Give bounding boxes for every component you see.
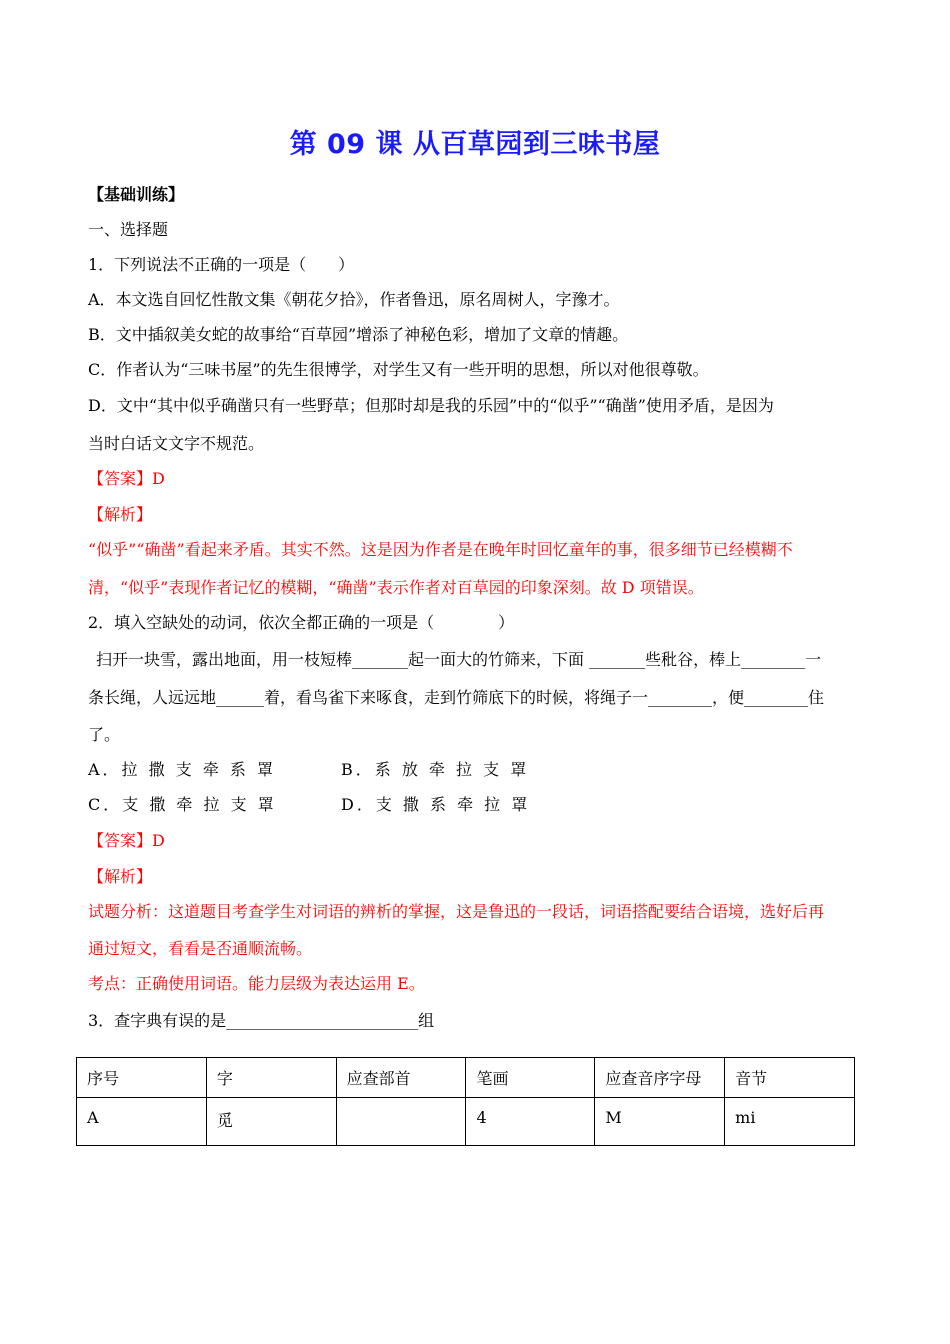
table-header-cell: 笔画	[466, 1058, 595, 1098]
q2-passage-line1: 扫开一块雪，露出地面，用一枝短棒_______起一面大的竹筛来，下面 _______些秕谷，棒上________一	[96, 650, 822, 669]
q1-analysis-line1: “似乎”“确凿”看起来矛盾。其实不然。这是因为作者是在晚年时回忆童年的事，很多细节已经模糊不	[88, 540, 793, 559]
q1-analysis-line2: 清，“似乎”表现作者记忆的模糊，“确凿”表示作者对百草园的印象深刻。故 D 项错误。	[88, 578, 704, 597]
q2-option-a: A．拉 撒 支 牵 系 罩	[88, 760, 276, 779]
table-row	[77, 1098, 855, 1146]
q2-kaodian: 考点：正确使用词语。能力层级为表达运用 E。	[88, 974, 425, 993]
q2-analysis-label: 【解析】	[88, 867, 153, 886]
table-cell: M	[595, 1098, 725, 1146]
q2-answer: 【答案】D	[88, 831, 165, 850]
q2-option-d: D．支 撒 系 牵 拉 罩	[341, 795, 531, 814]
table-header-cell: 音节	[725, 1058, 855, 1098]
q1-stem: 1．下列说法不正确的一项是（ ）	[88, 255, 355, 274]
q2-stem: 2．填入空缺处的动词，依次全都正确的一项是（ ）	[88, 613, 515, 632]
q1-option-c: C．作者认为“三味书屋”的先生很博学，对学生又有一些开明的思想，所以对他很尊敬。	[88, 360, 709, 379]
q2-analysis-line1: 试题分析：这道题目考查学生对词语的辨析的掌握，这是鲁迅的一段话，词语搭配要结合语境，选好后再	[88, 902, 825, 921]
table-header-row	[77, 1058, 855, 1098]
table-cell	[336, 1098, 466, 1146]
dictionary-table	[76, 1057, 855, 1146]
q2-option-b: B．系 放 牵 拉 支 罩	[341, 760, 530, 779]
q1-analysis-label: 【解析】	[88, 505, 153, 524]
table-header-cell: 应查音序字母	[595, 1058, 725, 1098]
q1-answer: 【答案】D	[88, 469, 165, 488]
table-cell: 4	[466, 1098, 595, 1146]
q2-passage-line2: 条长绳，人远远地______着，看鸟雀下来啄食，走到竹筛底下的时候，将绳子一________，便________住	[88, 688, 825, 707]
table-header-cell: 字	[206, 1058, 336, 1098]
table-header-cell: 序号	[77, 1058, 207, 1098]
section-header: 【基础训练】	[88, 185, 185, 204]
part-heading: 一、选择题	[88, 220, 169, 239]
q2-analysis-line2: 通过短文，看看是否通顺流畅。	[88, 939, 313, 958]
q1-option-b: B．文中插叙美女蛇的故事给“百草园”增添了神秘色彩，增加了文章的情趣。	[88, 325, 629, 344]
table-header-cell: 应查部首	[336, 1058, 466, 1098]
table-cell: A	[77, 1098, 207, 1146]
q1-option-d-line2: 当时白话文文字不规范。	[88, 434, 265, 453]
page-title: 第 09 课 从百草园到三味书屋	[289, 129, 661, 160]
q2-option-c: C．支 撒 牵 拉 支 罩	[88, 795, 277, 814]
q2-passage-line3: 了。	[88, 725, 121, 744]
table-cell: 觅	[206, 1098, 336, 1146]
q3-stem: 3．查字典有误的是________________________组	[88, 1011, 435, 1030]
q1-option-d-line1: D．文中“其中似乎确凿只有一些野草；但那时却是我的乐园”中的“似乎”“确凿”使用矛盾，是因为	[88, 396, 774, 415]
table-cell: mi	[725, 1098, 855, 1146]
q1-option-a: A．本文选自回忆性散文集《朝花夕拾》，作者鲁迅，原名周树人，字豫才。	[88, 290, 620, 309]
